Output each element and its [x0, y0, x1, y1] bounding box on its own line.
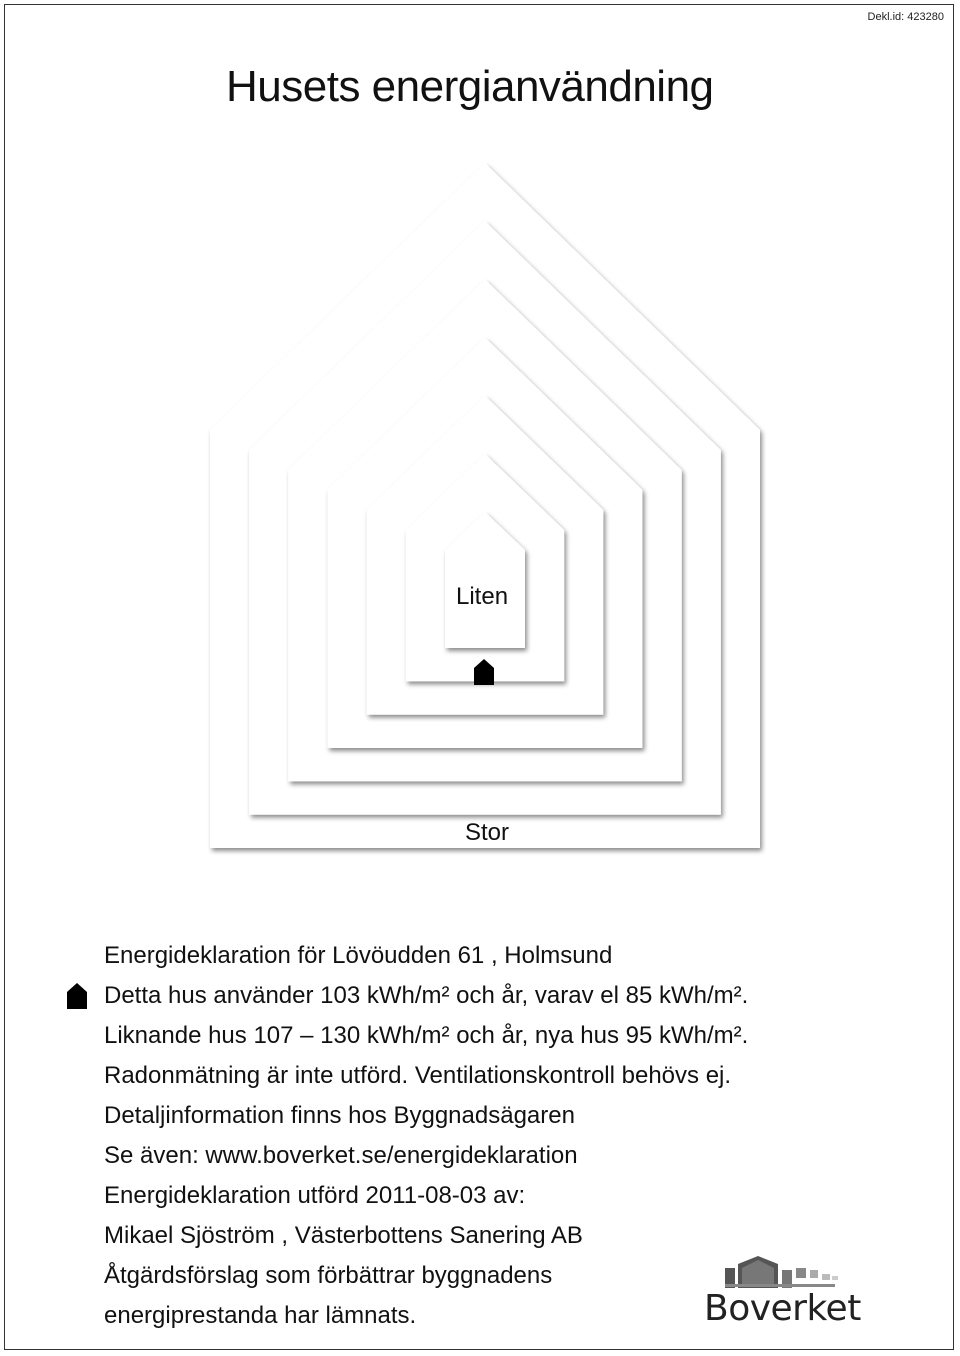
- boverket-logo-text: Boverket: [704, 1288, 861, 1329]
- scale-label-large: Stor: [465, 819, 510, 846]
- info-line-radon: Radonmätning är inte utförd. Ventilationskontroll behövs ej.: [104, 1062, 732, 1089]
- info-line-property: Energideklaration för Lövöudden 61 , Holmsund: [104, 942, 613, 969]
- house-marker-icon: [473, 659, 495, 685]
- info-line-author: Mikael Sjöström , Västerbottens Sanering AB: [104, 1222, 583, 1249]
- info-line-details: Detaljinformation finns hos Byggnadsägaren: [104, 1102, 575, 1129]
- info-line-comparison: Liknande hus 107 – 130 kWh/m² och år, nya hus 95 kWh/m².: [104, 1022, 749, 1049]
- info-line-usage: Detta hus använder 103 kWh/m² och år, varav el 85 kWh/m².: [104, 982, 749, 1009]
- boverket-logo-icon: [700, 1248, 850, 1292]
- scale-label-small: Liten: [456, 583, 509, 610]
- info-line-date: Energideklaration utförd 2011-08-03 av:: [104, 1182, 526, 1209]
- page-title: Husets energianvändning: [226, 62, 714, 111]
- info-line-website: Se även: www.boverket.se/energideklaration: [104, 1142, 578, 1169]
- info-line-measures-cont: energiprestanda har lämnats.: [104, 1302, 417, 1329]
- declaration-id: Dekl.id: 423280: [867, 11, 944, 23]
- info-line-measures: Åtgärdsförslag som förbättrar byggnadens: [104, 1262, 553, 1289]
- house-marker-icon: [66, 983, 88, 1009]
